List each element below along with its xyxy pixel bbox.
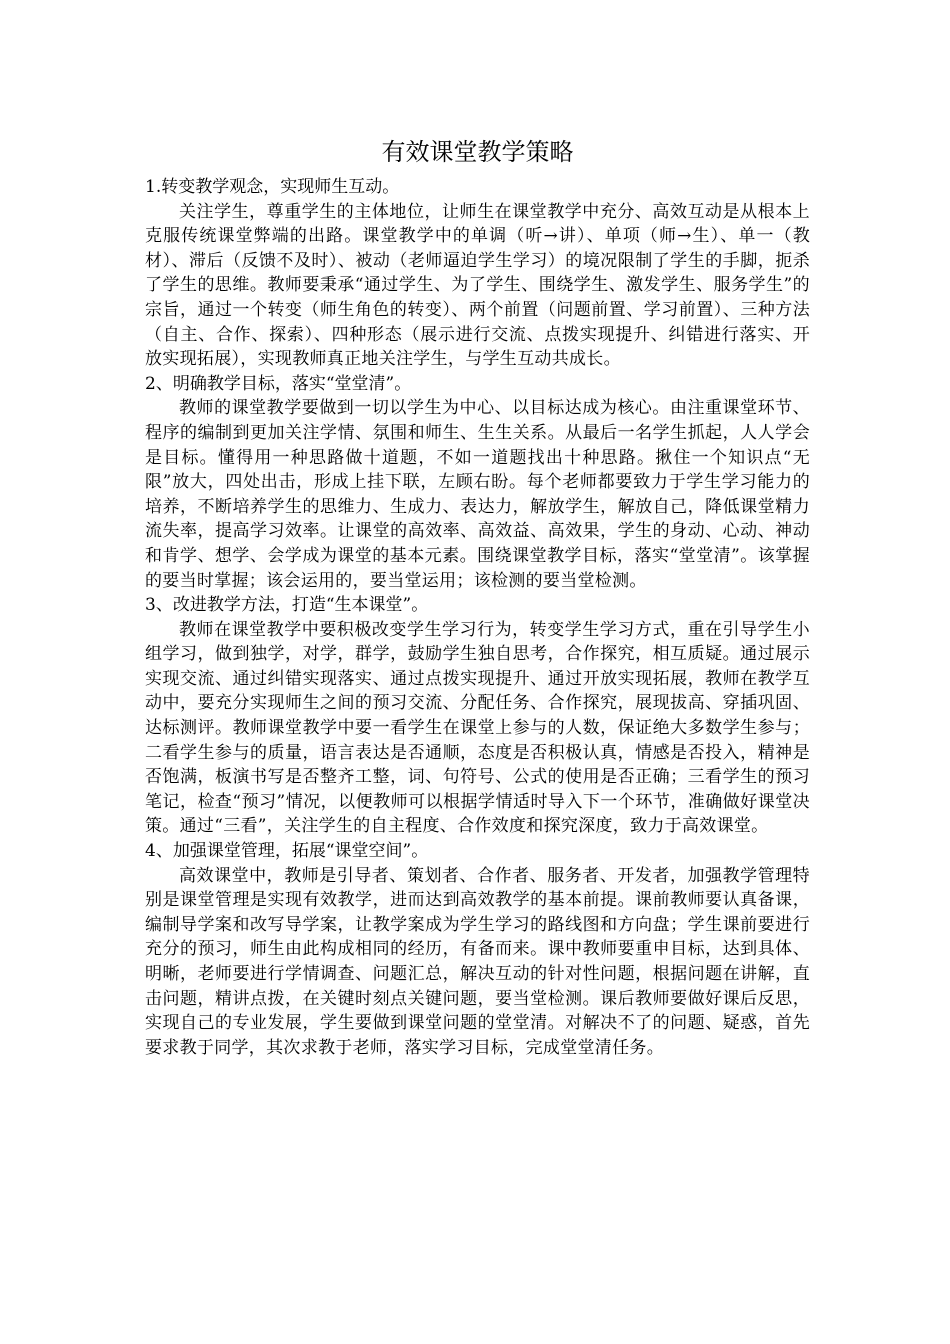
section-paragraph: 教师的课堂教学要做到一切以学生为中心、以目标达成为核心。由注重课堂环节、程序的编制到更加关注学情、氛围和师生、生生关系。从最后一名学生抓起，人人学会是目标。懂得用一种思路做十道题，不如一道题找出十种思路。揪住一个知识点“无限”放大，四处出击，形成上挂下联，左顾右盼。每个老师都要致力于学生学习能力的培养，不断培养学生的思维力、生成力、表达力，解放学生，解放自己，降低课堂精力流失率，提高学习效率。让课堂的高效率、高效益、高效果，学生的身动、心动、神动和肯学、想学、会学成为课堂的基本元素。围绕课堂教学目标，落实“堂堂清”。该掌握的要当时掌握；该会运用的，要当堂运用；该检测的要当堂检测。 <box>145 398 810 591</box>
section-paragraph: 高效课堂中，教师是引导者、策划者、合作者、服务者、开发者，加强教学管理特别是课堂管理是实现有效教学，进而达到高效教学的基本前提。课前教师要认真备课，编制导学案和改写导学案，让教学案成为学生学习的路线图和方向盘；学生课前要进行充分的预习，师生由此构成相同的经历，有备而来。课中教师要重申目标，达到具体、明晰，老师要进行学情调查、问题汇总，解决互动的针对性问题，根据问题在讲解，直击问题，精讲点拨，在关键时刻点关键问题，要当堂检测。课后教师要做好课后反思，实现自己的专业发展，学生要做到课堂问题的堂堂清。对解决不了的问题、疑惑，首先要求教于同学，其次求教于老师，落实学习目标，完成堂堂清任务。 <box>145 865 810 1058</box>
section-1 <box>145 175 810 372</box>
section-3 <box>145 593 810 839</box>
section-heading: 3、改进教学方法，打造“生本课堂”。 <box>145 595 429 616</box>
section-4 <box>145 839 810 1060</box>
section-heading: 4、加强课堂管理，拓展“课堂空间”。 <box>145 841 429 862</box>
section-2 <box>145 372 810 593</box>
document-title: 有效课堂教学策略 <box>381 138 574 166</box>
section-paragraph: 教师在课堂教学中要积极改变学生学习行为，转变学生学习方式，重在引导学生小组学习，做到独学，对学，群学，鼓励学生独自思考，合作探究，相互质疑。通过展示实现交流、通过纠错实现落实、通过点拨实现提升、通过开放实现拓展，教师在教学互动中，要充分实现师生之间的预习交流、分配任务、合作探究，展现拔高、穿插巩固、达标测评。教师课堂教学中要一看学生在课堂上参与的人数，保证绝大多数学生参与；二看学生参与的质量，语言表达是否通顺，态度是否积极认真，情感是否投入，精神是否饱满，板演书写是否整齐工整，词、句符号、公式的使用是否正确；三看学生的预习笔记，检查“预习”情况，以便教师可以根据学情适时导入下一个环节，准确做好课堂决策。通过“三看”，关注学生的自主程度、合作效度和探究深度，致力于高效课堂。 <box>145 619 810 837</box>
section-paragraph: 关注学生，尊重学生的主体地位，让师生在课堂教学中充分、高效互动是从根本上克服传统课堂弊端的出路。课堂教学中的单调（听→讲）、单项（师→生）、单一（教材）、滞后（反馈不及时）、被动（老师逼迫学生学习）的境况限制了学生的手脚，扼杀了学生的思维。教师要秉承“通过学生、为了学生、围绕学生、激发学生、服务学生”的宗旨，通过一个转变（师生角色的转变）、两个前置（问题前置、学习前置）、三种方法（自主、合作、探索）、四种形态（展示进行交流、点拨实现提升、纠错进行落实、开放实现拓展），实现教师真正地关注学生，与学生互动共成长。 <box>145 201 810 370</box>
section-heading: 1.转变教学观念，实现师生互动。 <box>145 177 400 197</box>
document-body <box>145 133 810 1060</box>
section-heading: 2、明确教学目标，落实“堂堂清”。 <box>145 373 412 394</box>
